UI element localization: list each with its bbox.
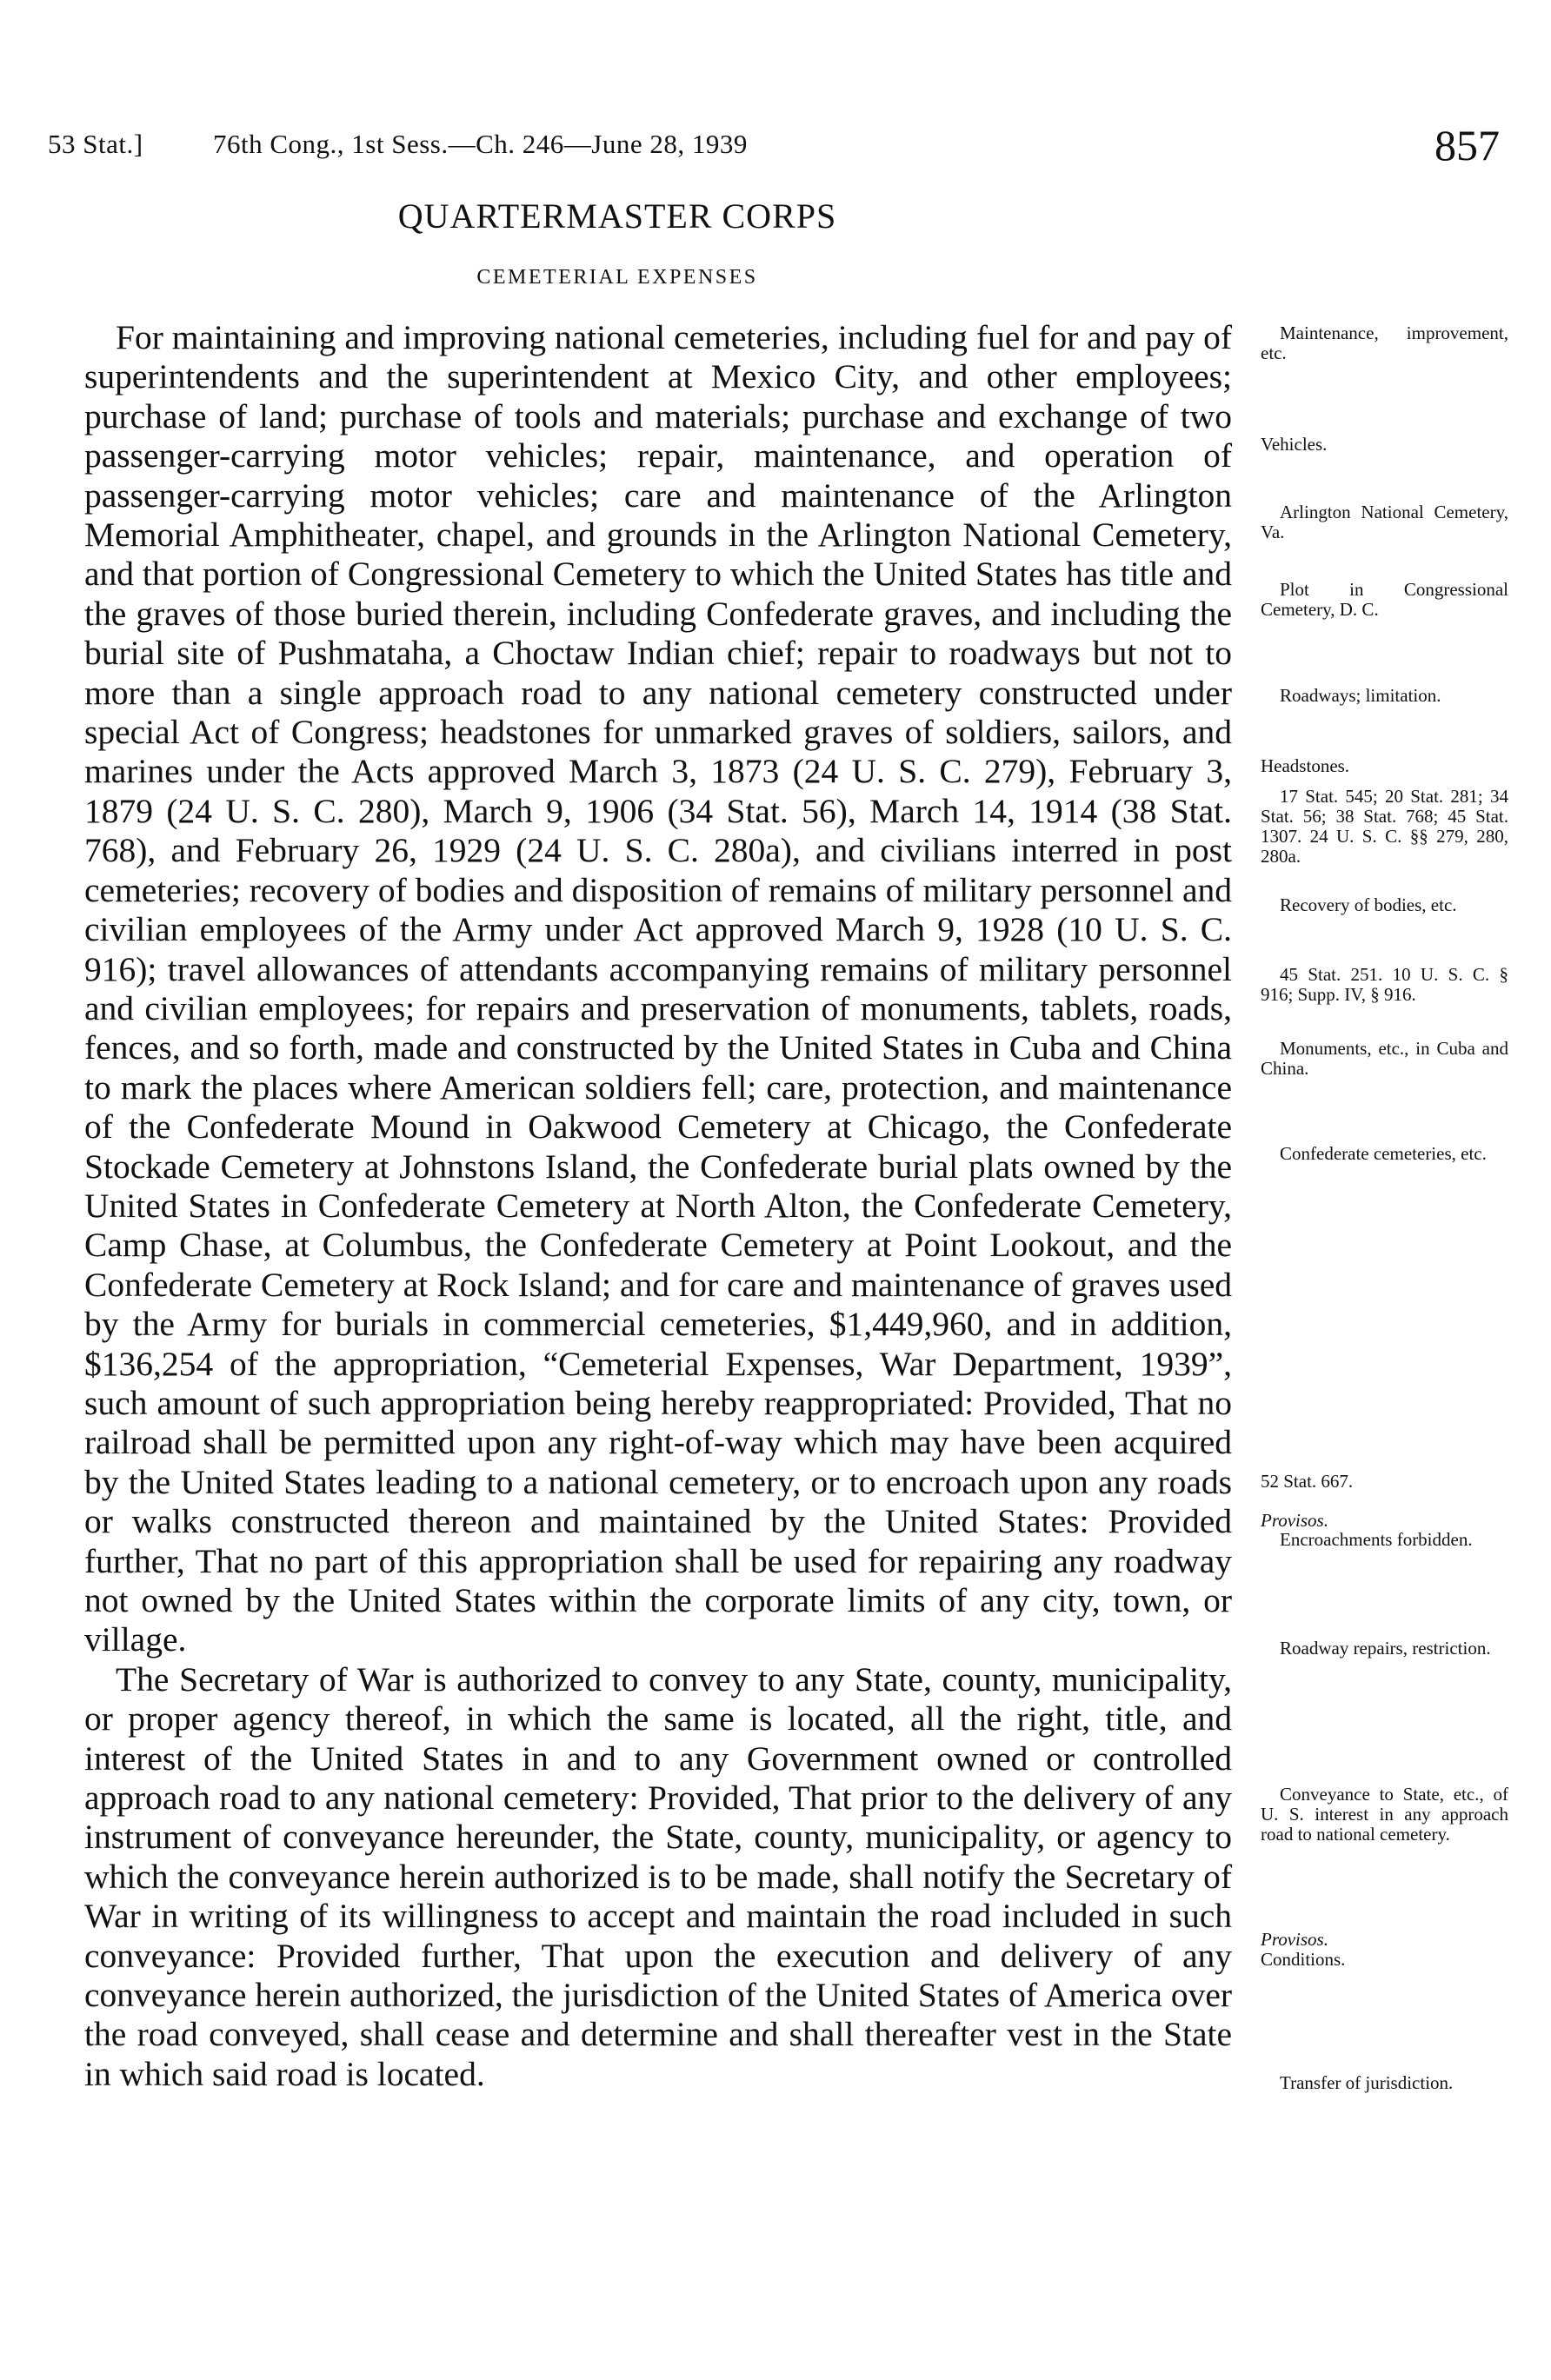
margin-note-headstones-citations: 17 Stat. 545; 20 Stat. 281; 34 Stat. 56; 38 Stat. 768; 45 Stat. 1307. 24 U. S. C. §§ 279, 280, 280a. — [1261, 786, 1508, 867]
page-number: 857 — [1435, 121, 1500, 170]
section-heading: QUARTERMASTER CORPS — [397, 196, 837, 236]
paragraph-cemeterial-expenses: For maintaining and improving national cemeteries, including fuel for and pay of superintendents and the superintendent at Mexico City, and other employees; purchase of land; purchase of tools and materials; purchase and exchange of two passenger-carrying motor vehicles; repair, maintenance, and operation of passenger-carrying motor vehicles; care and maintenance of the Arlington Memorial Amphitheater, chapel, and grounds in the Arlington National Cemetery, and that portion of Congressional Cemetery to which the United States has title and the graves of those buried therein, including Confederate graves, and including the burial site of Pushmataha, a Choctaw Indian chief; repair to roadways but not to more than a single approach road to any national cemetery constructed under special Act of Congress; headstones for unmarked graves of soldiers, sailors, and marines under the Acts approved March 3, 1873 (24 U. S. C. 279), February 3, 1879 (24 U. S. C. 280), March 9, 1906 (34 Stat. 56), March 14, 1914 (38 Stat. 768), and February 26, 1929 (24 U. S. C. 280a), and civilians interred in post cemeteries; recovery of bodies and disposition of remains of military personnel and civilian employees of the Army under Act approved March 9, 1928 (10 U. S. C. 916); travel allowances of attendants accompanying remains of military personnel and civilian employees; for repairs and preservation of monuments, tablets, roads, fences, and so forth, made and constructed by the United States in Cuba and China to mark the places where American soldiers fell; care, protection, and maintenance of the Confederate Mound in Oakwood Cemetery at Chicago, the Confederate Stockade Cemetery at Johnstons Island, the Confederate burial plats owned by the United States in Confederate Cemetery at North Alton, the Confederate Cemetery, Camp Chase, at Columbus, the Confederate Cemetery at Point Lookout, and the Confederate Cemetery at Rock Island; and for care and maintenance of graves used by the Army for burials in commercial cemeteries, $1,449,960, and in addition, $136,254 of the appropriation, “Cemeterial Expenses, War Department, 1939”, such amount of such appropriation being hereby reappropriated: Provided, That no railroad shall be permitted upon any right-of-way which may have been acquired by the United States leading to a national cemetery, or to encroach upon any roads or walks constructed thereon and maintained by the United States: Provided further, That no part of this appropriation shall be used for repairing any roadway not owned by the United States within the corporate limits of any city, town, or village. — [84, 318, 1232, 1659]
margin-note-provisos-2: Provisos. — [1261, 1929, 1328, 1950]
running-head — [48, 120, 1500, 172]
margin-note-provisos: Provisos. — [1261, 1510, 1328, 1531]
session-chapter-date: 76th Cong., 1st Sess.—Ch. 246—June 28, 1939 — [213, 129, 748, 159]
margin-note-congressional-cemetery: Plot in Congressional Cemetery, D. C. — [1261, 579, 1508, 620]
section-subheading: CEMETERIAL EXPENSES — [476, 266, 758, 289]
margin-note-recovery-citations: 45 Stat. 251. 10 U. S. C. § 916; Supp. IV, § 916. — [1261, 964, 1508, 1005]
margin-note-confederate-cemeteries: Confederate cemeteries, etc. — [1280, 1143, 1487, 1164]
margin-note-monuments: Monuments, etc., in Cuba and China. — [1261, 1038, 1508, 1079]
margin-note-roadway-repairs: Roadway repairs, restriction. — [1280, 1638, 1491, 1659]
margin-note-recovery: Recovery of bodies, etc. — [1280, 894, 1457, 915]
margin-note-vehicles: Vehicles. — [1261, 434, 1328, 455]
margin-note-conveyance: Conveyance to State, etc., of U. S. interest in any approach road to national cemetery. — [1261, 1784, 1508, 1845]
statute-citation: 53 Stat.] — [48, 129, 143, 159]
margin-note-encroachments: Encroachments forbidden. — [1280, 1529, 1473, 1550]
margin-note-arlington: Arlington National Cemetery, Va. — [1261, 502, 1508, 542]
margin-note-roadways: Roadways; limitation. — [1280, 685, 1441, 706]
margin-note-conditions: Conditions. — [1261, 1949, 1346, 1970]
margin-note-stat-52: 52 Stat. 667. — [1261, 1471, 1354, 1492]
margin-note-transfer-jurisdiction: Transfer of jurisdiction. — [1280, 2072, 1454, 2093]
paragraph-conveyance: The Secretary of War is authorized to convey to any State, county, municipality, or proper agency thereof, in which the same is located, all the right, title, and interest of the United States in and to any Government owned or controlled approach road to any national cemetery: Provided, That prior to the delivery of any instrument of conveyance hereunder, the State, county, municipality, or agency to which the conveyance herein authorized is to be made, shall notify the Secretary of War in writing of its willingness to accept and maintain the road included in such conveyance: Provided further, That upon the execution and delivery of any conveyance herein authorized, the jurisdiction of the United States of America over the road conveyed, shall cease and determine and shall thereafter vest in the State in which said road is located. — [84, 1659, 1232, 2093]
margin-note-maintenance: Maintenance, improvement, etc. — [1261, 322, 1508, 363]
margin-note-headstones: Headstones. — [1261, 755, 1350, 776]
statute-body — [84, 318, 1232, 2094]
